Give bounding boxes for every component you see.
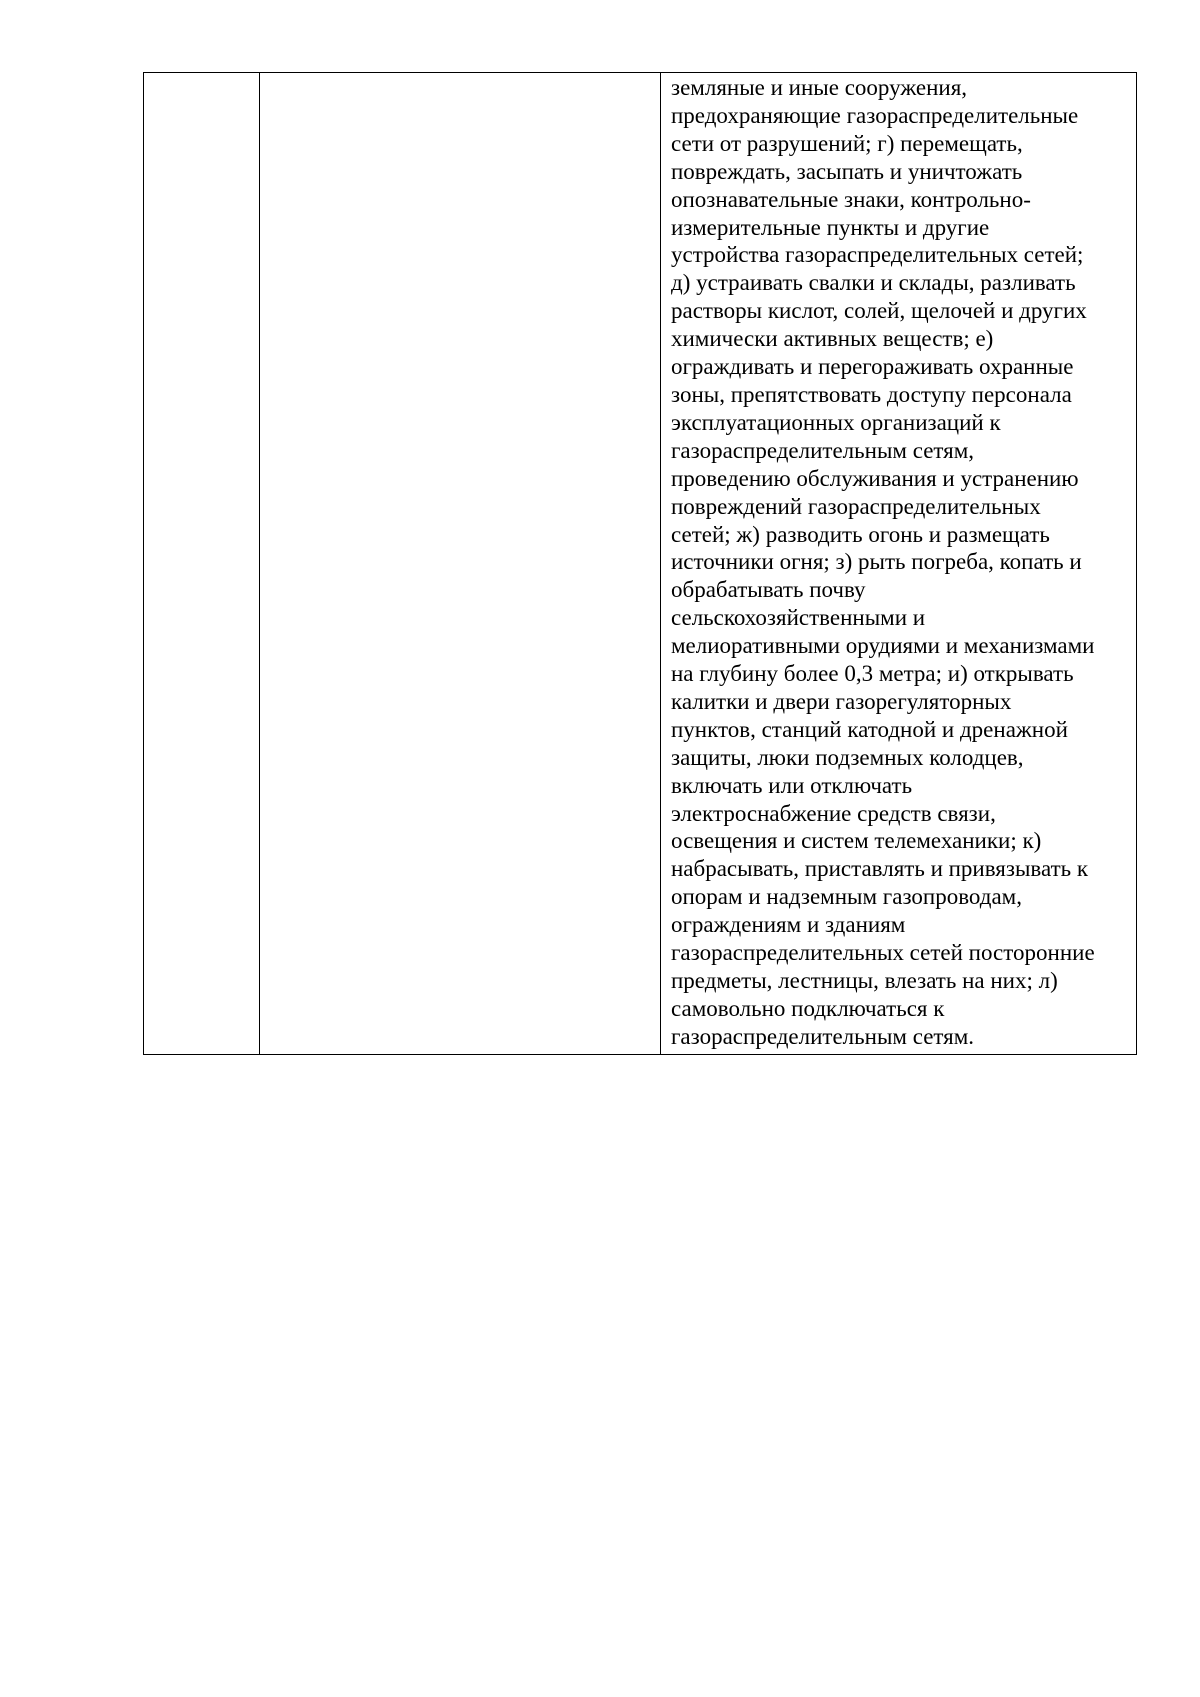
table-cell-description: [661, 73, 1137, 1055]
cell-text: [260, 73, 660, 77]
table-cell-number: [144, 73, 260, 1055]
requirements-table: [143, 72, 1137, 1055]
table-cell-title: [260, 73, 661, 1055]
cell-text: [144, 73, 259, 77]
table-row: [144, 73, 1137, 1055]
cell-text: земляные и иные сооружения, предохраняющие газораспределительные сети от разрушений; г) перемещать, повреждать, засыпать и уничтожать опознавательные знаки, контрольно- измерительные пункты и другие устройства газораспределительных сетей; д) устраивать свалки и склады, разливать растворы кислот, солей, щелочей и других химически активных веществ; е) ограждивать и перегораживать охранные зоны, препятствовать доступу персонала эксплуатационных организаций к газораспределительным сетям, проведению обслуживания и устранению повреждений газораспределительных сетей; ж) разводить огонь и размещать источники огня; з) рыть погреба, копать и обрабатывать почву сельскохозяйственными и мелиоративными орудиями и механизмами на глубину более 0,3 метра; и) открывать калитки и двери газорегуляторных пунктов, станций катодной и дренажной защиты, люки подземных колодцев, включать или отключать электроснабжение средств связи, освещения и систем телемеханики; к) набрасывать, приставлять и привязывать к опорам и надземным газопроводам, ограждениям и зданиям газораспределительных сетей посторонние предметы, лестницы, влезать на них; л) самовольно подключаться к газораспределительным сетям.: [671, 75, 1095, 1049]
